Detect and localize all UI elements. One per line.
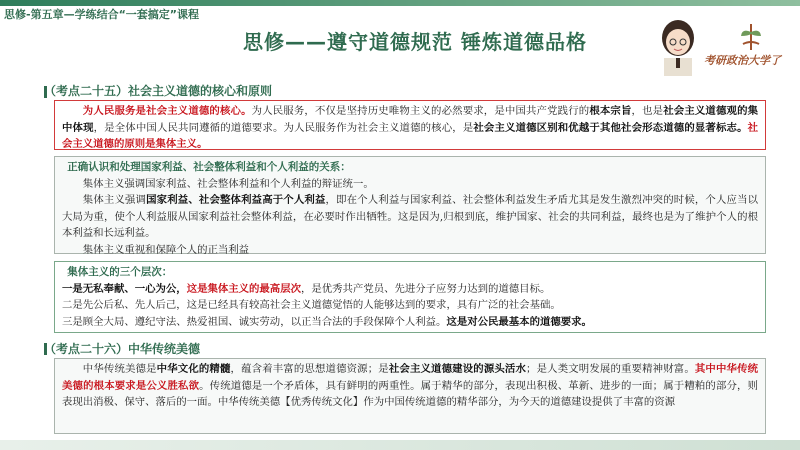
logo-text: 考研政治大学了 <box>704 54 781 67</box>
text: 。传统道德是一个矛盾体，具有鲜明的两重性。属于精华的部分，表现出积极、革新、进步的一面；属于糟粕的部分，则表现出消极、保守、落后的一面。中华传统美德【优秀传统文化】作为中国传统道德的精华部分，为今天的道德建设提供了丰富的资源 <box>62 379 758 408</box>
bottom-decor-strip <box>0 440 800 450</box>
text: ，是全体中国人民共同遵循的道德要求。为人民服务作为社会主义道德的核心，是 <box>93 121 474 134</box>
box-interest-relation <box>54 156 766 254</box>
text: 社会主义道德建设的源头活水 <box>388 363 527 375</box>
text: 这是集体主义的最高层次 <box>186 282 301 295</box>
text: 三是顾全大局、遵纪守法、热爱祖国、诚实劳动，以正当合法的手段保障个人利益。 <box>62 315 447 328</box>
text: 社会主义道德区别和优越于其他社会形态道德的显著标志。 <box>473 121 748 134</box>
section-title-25: （考点二十五）社会主义道德的核心和原则 <box>44 84 273 98</box>
text: 集体主义强调 <box>82 194 147 206</box>
text: ，蕴含着丰富的思想道德资源；是 <box>230 363 389 375</box>
sub-heading: 正确认识和处理国家利益、社会整体利益和个人利益的关系： <box>67 161 351 173</box>
text: 中华文化的精髓 <box>156 363 231 375</box>
text: 国家利益、社会整体利益高于个人利益 <box>146 194 326 206</box>
sub-heading: 集体主义的三个层次： <box>67 266 173 278</box>
box-core-principle <box>54 100 766 150</box>
paragraph: 集体主义重视和保障个人的正当利益 <box>82 243 250 256</box>
text: 为人民服务，不仅是坚持历史唯物主义的必然要求，是中国共产党践行的 <box>251 105 590 117</box>
page-title: 思修——遵守道德规范 锤炼道德品格 <box>243 30 587 54</box>
text: 根本宗旨 <box>589 105 632 117</box>
text: 中华传统美德是 <box>82 363 157 375</box>
text: ，即在个人利益与国家利益、社会整体利益发生矛盾尤其是发生激烈冲突的时候，个人应当以大局为重，使个人利益服从国家利益社会整体利益，在必要时作出牺牲。这是因为,归根到底，维护国家、社会的共同利益，最终也是为了维护个人的根本利益和长远利益。 <box>62 194 759 239</box>
text: 其中中华传统美德的根本要求是公义胜私欲 <box>62 363 759 392</box>
box-three-levels <box>54 261 766 333</box>
section-title-26: （考点二十六）中华传统美德 <box>44 342 201 356</box>
paragraph: 集体主义强调国家利益、社会整体利益和个人利益的辩证统一。 <box>82 177 374 190</box>
text: 社会主义道德的原则是集体主义。 <box>62 121 759 150</box>
text: 社会主义道德观的集中体现 <box>62 105 759 134</box>
text: ，是优秀共产党员、先进分子应努力达到的道德目标。 <box>300 282 551 295</box>
text: ；是人类文明发展的重要精神财富。 <box>526 363 695 375</box>
breadcrumb: 思修-第五章—学练结合“一套搞定”课程 <box>4 8 200 21</box>
text: 一是无私奉献、一心为公， <box>62 282 187 295</box>
text: 为人民服务是社会主义道德的核心。 <box>82 105 252 117</box>
box-traditional-virtue <box>54 358 766 434</box>
avatar-illustration-icon <box>652 16 704 76</box>
text: 这是对公民最基本的道德要求。 <box>446 315 592 328</box>
paragraph: 二是先公后私、先人后己，这是已经具有较高社会主义道德觉悟的人能够达到的要求，具有广泛的社会基础。 <box>62 299 561 311</box>
logo-mark-icon <box>738 22 764 52</box>
text: ，也是 <box>631 105 664 117</box>
